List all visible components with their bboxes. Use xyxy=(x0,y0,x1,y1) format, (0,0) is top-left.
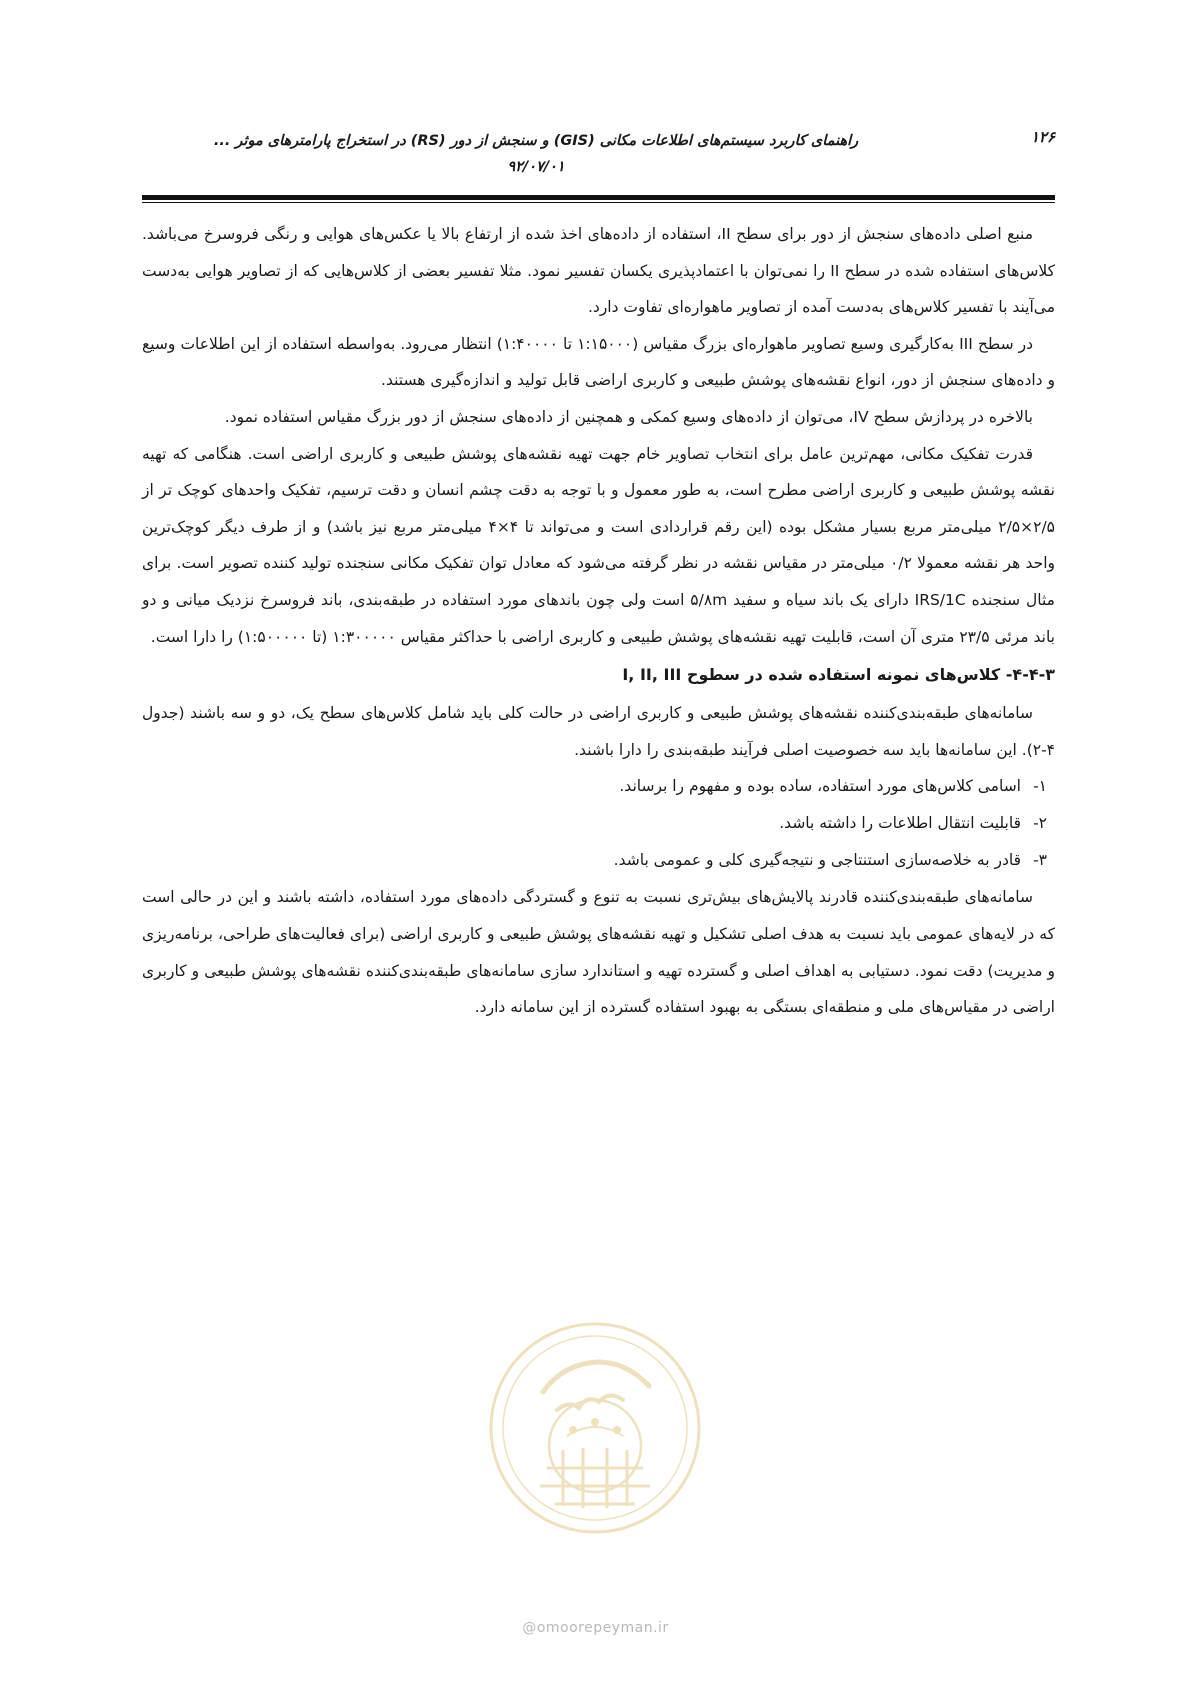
watermark-seal-icon xyxy=(485,1318,705,1538)
paragraph-2: در سطح III به‌کارگیری وسیع تصاویر ماهواره‌ای بزرگ مقیاس (۱:۱۵۰۰۰ تا ۱:۴۰۰۰۰) انتظار می‌رود. به‌واسطه استفاده از این اطلاعات وسیع و داده‌های سنجش از دور، انواع نقشه‌های پوشش طبیعی و کاربری اراضی قابل تولید و اندازه‌گیری هستند. xyxy=(142,334,1055,390)
header-rule-thin xyxy=(142,202,1055,203)
list-item-number: ۲- xyxy=(1033,814,1047,833)
list-item-number: ۳- xyxy=(1033,851,1047,870)
paragraph-1: منبع اصلی داده‌های سنجش از دور برای سطح II، استفاده از داده‌های اخذ شده از ارتفاع بالا یا عکس‌های هوایی و رنگی فروسرخ می‌باشد. کلاس‌های استفاده شده در سطح II را نمی‌توان با اعتمادپذیری یکسان تفسیر نمود. مثلا تفسیر بعضی از کلاس‌هایی که از تصاویر هوایی به‌دست می‌آیند با تفسیر کلاس‌های به‌دست آمده از تصاویر ماهواره‌ای تفاوت دارد. xyxy=(142,225,1056,317)
running-title-line2: ۹۲/۰۷/۰۱ xyxy=(507,159,565,175)
section-heading: ۴-۴-۳- کلاس‌های نمونه استفاده شده در سطوح I, II, III xyxy=(622,665,1055,685)
page-number: ۱۲۶ xyxy=(1030,128,1055,146)
running-title-line1: راهنمای کاربرد سیستم‌های اطلاعات مکانی (GIS) و سنجش از دور (RS) در استخراج پارامترهای موثر ... xyxy=(213,133,859,149)
list-item-text: اسامی کلاس‌های مورد استفاده، ساده بوده و مفهوم را برساند. xyxy=(619,777,1021,796)
list-item xyxy=(142,805,1055,842)
paragraph-4: قدرت تفکیک مکانی، مهم‌ترین عامل برای انتخاب تصاویر خام جهت تهیه نقشه‌های پوشش طبیعی و کاربری اراضی است. هنگامی که تهیه نقشه پوشش طبیعی و کاربری اراضی مطرح است، به طور معمول و با توجه به دقت چشم انسان و دقت ترسیم، تفکیک واحدهای کوچک تر از ۲/۵×۲/۵ میلی‌متر مربع بسیار مشکل بوده (این رقم قراردادی است و می‌تواند تا ۴×۴ میلی‌متر مربع نیز باشد) و از طرف دیگر کوچک‌ترین واحد هر نقشه معمولا ۰/۲ میلی‌متر در مقیاس نقشه در نظر گرفته می‌شود که معادل توان تفکیک مکانی سنجنده تولید کننده تصویر است. برای مثال سنجنده IRS/1C دارای یک باند سیاه و سفید ۵/۸m است ولی چون باندهای مورد استفاده در طبقه‌بندی، باند فروسرخ نزدیک میانی و دو باند مرئی ۲۳/۵ متری آن است، قابلیت تهیه نقشه‌های پوشش طبیعی و کاربری اراضی با حداکثر مقیاس ۱:۳۰۰۰۰۰ (تا ۱:۵۰۰۰۰۰) را دارا است. xyxy=(142,444,1055,646)
running-title xyxy=(162,128,910,180)
paragraph-6: سامانه‌های طبقه‌بندی‌کننده قادرند پالایش‌های بیش‌تری نسبت به تنوع و گستردگی داده‌های مورد استفاده، داشته باشند و این در حالی است که در لایه‌های عمومی باید نسبت به هدف اصلی تشکیل و تهیه نقشه‌های پوشش طبیعی و کاربری اراضی (برای فعالیت‌های طراحی، برنامه‌ریزی و مدیریت) دقت نمود. دستیابی به اهداف اصلی و گسترده تهیه و استاندارد سازی سامانه‌های طبقه‌بندی‌کننده نقشه‌های پوشش طبیعی و کاربری اراضی در مقیاس‌های ملی و منطقه‌ای بستگی به بهبود استفاده گسترده از این سامانه دارد. xyxy=(142,888,1055,1017)
list-item xyxy=(142,842,1055,879)
watermark-url: @omoorepeyman.ir xyxy=(522,1620,669,1636)
list-item-text: قابلیت انتقال اطلاعات را داشته باشد. xyxy=(779,814,1021,833)
page-header xyxy=(142,128,1055,200)
body-text xyxy=(142,216,1055,1026)
paragraph-5: سامانه‌های طبقه‌بندی‌کننده نقشه‌های پوشش طبیعی و کاربری اراضی در حالت کلی باید شامل کلاس‌های سطح یک، دو و سه باشند (جدول ۴-۲). این سامانه‌ها باید سه خصوصیت اصلی فرآیند طبقه‌بندی را دارا باشند. xyxy=(142,704,1055,759)
paragraph-3: بالاخره در پردازش سطح IV، می‌توان از داده‌های وسیع کمکی و همچنین از داده‌های سنجش از دور بزرگ مقیاس استفاده نمود. xyxy=(224,407,1033,426)
list-item xyxy=(142,768,1055,805)
header-rule-thick xyxy=(142,195,1055,200)
list-item-text: قادر به خلاصه‌سازی استنتاجی و نتیجه‌گیری کلی و عمومی باشد. xyxy=(613,851,1021,870)
list-item-number: ۱- xyxy=(1033,777,1047,796)
requirements-list xyxy=(142,768,1055,879)
